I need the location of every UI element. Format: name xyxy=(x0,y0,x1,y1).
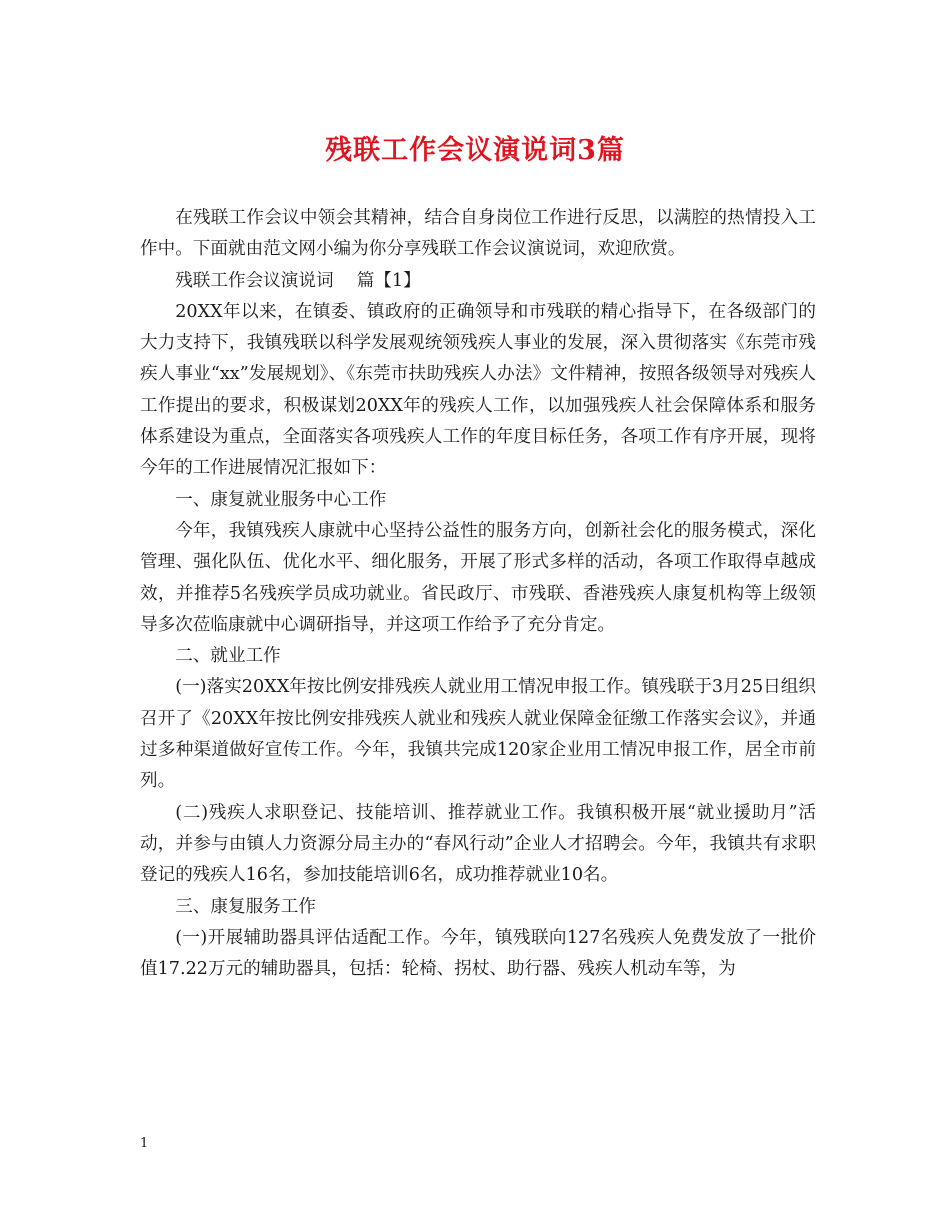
body-paragraph: (二)残疾人求职登记、技能培训、推荐就业工作。我镇积极开展“就业援助月”活动，并参与由镇人力资源分局主办的“春风行动”企业人才招聘会。今年，我镇共有求职登记的残疾人16名，参加技能培训6名，成功推荐就业10名。 xyxy=(140,802,816,886)
section-heading: 二、就业工作 xyxy=(175,646,281,667)
body-paragraph: 20XX年以来，在镇委、镇政府的正确领导和市残联的精心指导下，在各级部门的大力支持下，我镇残联以科学发展观统领残疾人事业的发展，深入贯彻落实《东莞市残疾人事业“xx”发展规划》、《东莞市扶助残疾人办法》文件精神，按照各级领导对残疾人工作提出的要求，积极谋划20XX年的残疾人工作，以加强残疾人社会保障体系和服务体系建设为重点，全面落实各项残疾人工作的年度目标任务，各项工作有序开展，现将今年的工作进展情况汇报如下： xyxy=(140,301,816,479)
body-paragraph: (一)落实20XX年按比例安排残疾人就业用工情况申报工作。镇残联于3月25日组织召开了《20XX年按比例安排残疾人就业和残疾人就业保障金征缴工作落实会议》，并通过多种渠道做好宣传工作。今年，我镇共完成120家企业用工情况申报工作，居全市前列。 xyxy=(140,677,816,792)
intro-paragraph: 在残联工作会议中领会其精神，结合自身岗位工作进行反思，以满腔的热情投入工作中。下面就由范文网小编为你分享残联工作会议演说词，欢迎欣赏。 xyxy=(140,208,816,260)
section-heading: 三、康复服务工作 xyxy=(175,896,316,917)
document-body xyxy=(140,203,816,985)
section-heading-part-1: 残联工作会议演说词 篇【1】 xyxy=(175,270,421,291)
body-paragraph: (一)开展辅助器具评估适配工作。今年，镇残联向127名残疾人免费发放了一批价值17.22万元的辅助器具，包括：轮椅、拐杖、助行器、残疾人机动车等，为 xyxy=(140,927,816,980)
section-heading: 一、康复就业服务中心工作 xyxy=(175,489,387,510)
document-title: 残联工作会议演说词3篇 xyxy=(325,135,625,166)
body-paragraph: 今年，我镇残疾人康就中心坚持公益性的服务方向，创新社会化的服务模式，深化管理、强化队伍、优化水平、细化服务，开展了形式多样的活动，各项工作取得卓越成效，并推荐5名残疾学员成功就业。省民政厅、市残联、香港残疾人康复机构等上级领导多次莅临康就中心调研指导，并这项工作给予了充分肯定。 xyxy=(140,520,816,635)
page-number: 1 xyxy=(140,1136,149,1151)
